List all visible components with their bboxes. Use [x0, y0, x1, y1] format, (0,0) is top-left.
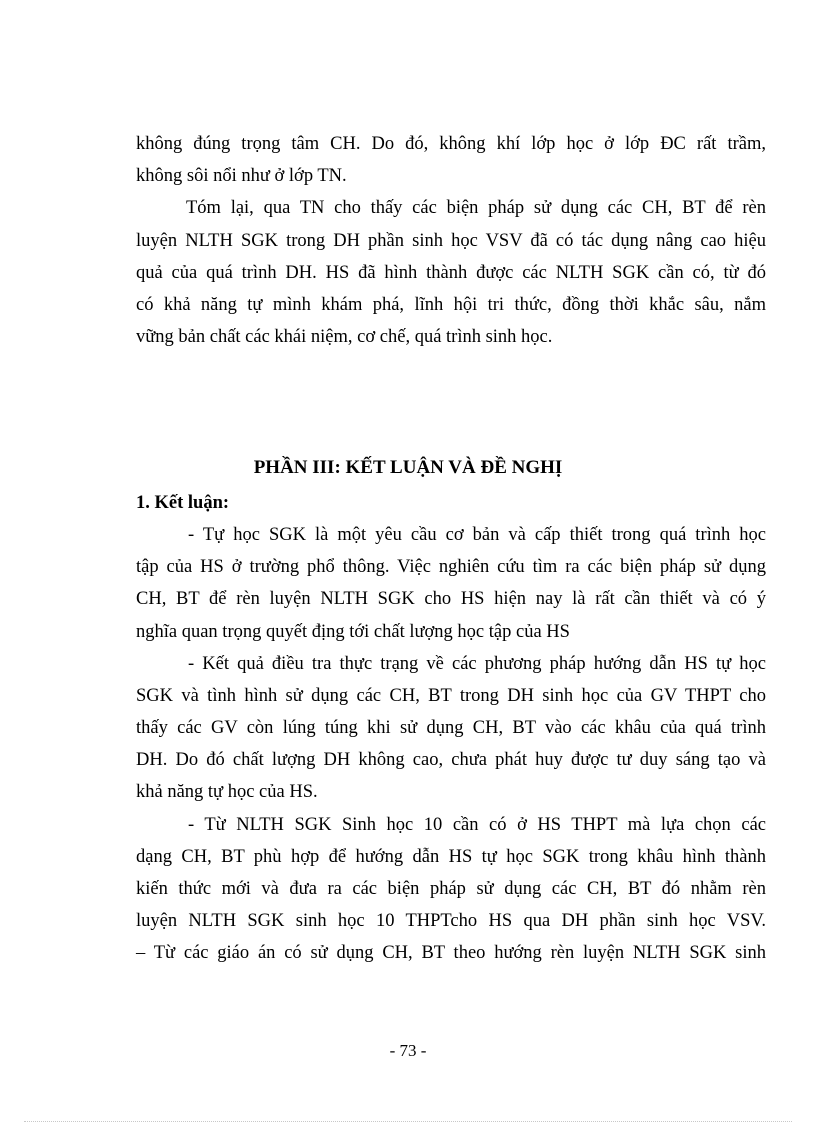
paragraph-line: thấy các GV còn lúng túng khi sử dụng CH, BT vào các khâu của quá trình: [136, 718, 766, 738]
paragraph-line: tập của HS ở trường phổ thông. Việc nghiên cứu tìm ra các biện pháp sử dụng: [136, 557, 766, 577]
paragraph-line: Tóm lại, qua TN cho thấy các biện pháp sử dụng các CH, BT để rèn: [186, 198, 766, 218]
paragraph-line: không đúng trọng tâm CH. Do đó, không khí lớp học ở lớp ĐC rất trầm,: [136, 134, 766, 154]
paragraph-line: DH. Do đó chất lượng DH không cao, chưa phát huy được tư duy sáng tạo và: [136, 750, 766, 770]
paragraph-line: CH, BT để rèn luyện NLTH SGK cho HS hiện nay là rất cần thiết và có ý: [136, 589, 766, 609]
section-title: PHẦN III: KẾT LUẬN VÀ ĐỀ NGHỊ: [253, 457, 563, 478]
paragraph-line: - Kết quả điều tra thực trạng về các phương pháp hướng dẫn HS tự học: [188, 654, 766, 674]
paragraph-line: - Từ NLTH SGK Sinh học 10 cần có ở HS THPT mà lựa chọn các: [188, 815, 766, 835]
paragraph-line: - Tự học SGK là một yêu cầu cơ bản và cấp thiết trong quá trình học: [188, 525, 766, 545]
paragraph-line: khả năng tự học của HS.: [136, 782, 318, 802]
page-number: - 73 -: [389, 1041, 427, 1060]
paragraph-line: vững bản chất các khái niệm, cơ chế, quá trình sinh học.: [136, 327, 553, 347]
paragraph-line: nghĩa quan trọng quyết địng tới chất lượng học tập của HS: [136, 622, 570, 642]
paragraph-line: luyện NLTH SGK trong DH phần sinh học VSV đã có tác dụng nâng cao hiệu: [136, 231, 766, 251]
paragraph-line: không sôi nổi như ở lớp TN.: [136, 166, 347, 186]
paragraph-line: dạng CH, BT phù hợp để hướng dẫn HS tự học SGK trong khâu hình thành: [136, 847, 766, 867]
paragraph-line: có khả năng tự mình khám phá, lĩnh hội tri thức, đồng thời khắc sâu, nắm: [136, 295, 766, 315]
subsection-title: 1. Kết luận:: [136, 493, 230, 513]
paragraph-line: kiến thức mới và đưa ra các biện pháp sử dụng các CH, BT đó nhằm rèn: [136, 879, 766, 899]
page-border: [24, 1121, 792, 1122]
paragraph-line: SGK và tình hình sử dụng các CH, BT trong DH sinh học của GV THPT cho: [136, 686, 766, 706]
paragraph-line: luyện NLTH SGK sinh học 10 THPTcho HS qua DH phần sinh học VSV.: [136, 911, 766, 931]
paragraph-line: quả của quá trình DH. HS đã hình thành được các NLTH SGK cần có, từ đó: [136, 263, 766, 283]
paragraph-line: – Từ các giáo án có sử dụng CH, BT theo hướng rèn luyện NLTH SGK sinh: [136, 943, 766, 963]
